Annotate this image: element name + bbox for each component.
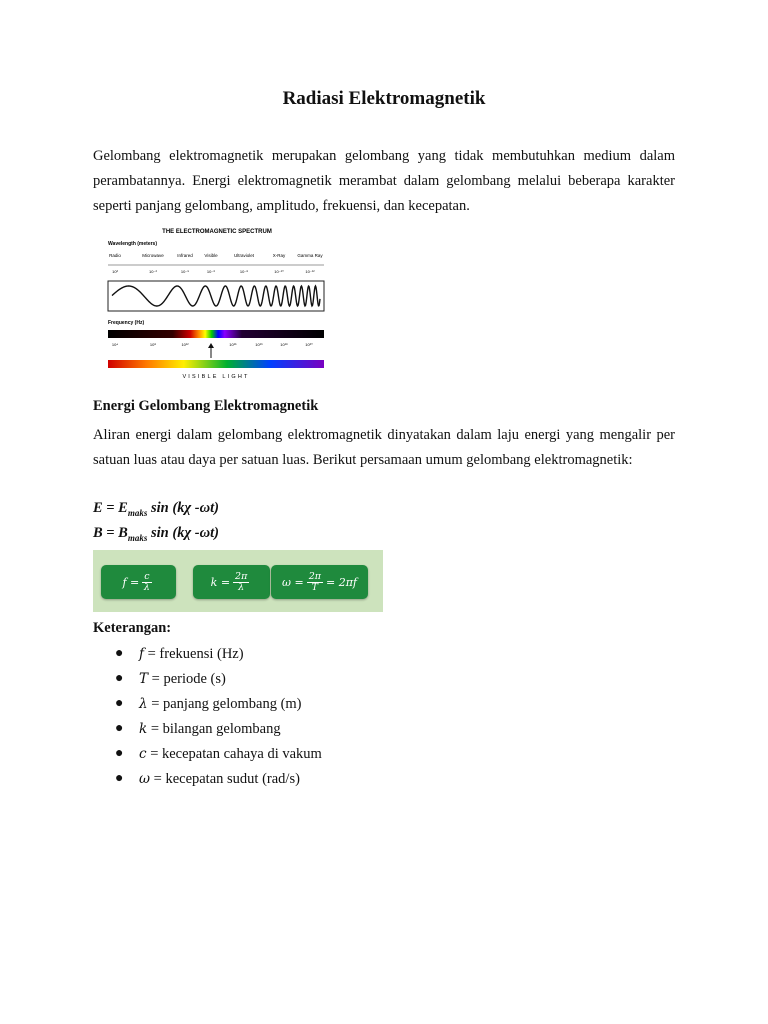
equation-b-lhs: B = B <box>93 525 128 541</box>
list-item <box>93 718 493 743</box>
numerator: 2π <box>308 570 321 582</box>
wavelength-tick: 10⁻¹⁰ <box>274 269 284 274</box>
symbol: T <box>139 671 149 687</box>
frequency-tick: 10⁴ <box>111 342 119 347</box>
equation-b-rhs: sin (kχ -ωt) <box>147 525 219 541</box>
bullet-icon: ● <box>115 771 124 786</box>
formula-rhs: = 2πf <box>325 575 357 589</box>
frequency-tick: 10¹⁵ <box>229 342 237 347</box>
symbol: k <box>139 721 148 737</box>
frequency-tick: 10⁸ <box>149 342 157 347</box>
wavelength-tick: 10⁻⁸ <box>239 269 249 274</box>
intro-paragraph: Gelombang elektromagnetik merupakan gelombang yang tidak membutuhkan medium dalam perambatannya. Energi elektromagnetik merambat dalam gelombang melalui beberapa karakter seperti panjang gelombang, amplitudo, frekuensi, dan kecepatan. <box>93 148 675 214</box>
formula-wavenumber <box>193 565 270 599</box>
description: = kecepatan cahaya di vakum <box>146 746 322 762</box>
equation-b-sub: maks <box>127 532 148 543</box>
symbol: c <box>139 746 147 762</box>
frequency-tick: 10²⁰ <box>305 342 313 347</box>
equation-e <box>93 500 219 518</box>
description: = bilangan gelombang <box>147 721 281 737</box>
list-item <box>93 668 493 693</box>
description: = periode (s) <box>148 671 226 687</box>
keterangan-heading: Keterangan: <box>93 620 172 636</box>
bullet-icon: ● <box>115 646 124 661</box>
numerator: 2π <box>235 570 248 582</box>
wavelength-tick: 10⁻⁶ <box>206 269 216 274</box>
energy-heading: Energi Gelombang Elektromagnetik <box>93 398 319 414</box>
bullet-icon: ● <box>115 696 124 711</box>
formula-lhs: ω = <box>282 575 304 589</box>
symbol: λ <box>139 696 148 712</box>
band-label: Microwave <box>142 253 164 258</box>
bullet-icon: ● <box>115 671 124 686</box>
equation-e-lhs: E = E <box>93 500 128 516</box>
visible-light-bar <box>108 360 324 368</box>
page-title: Radiasi Elektromagnetik <box>282 88 486 109</box>
symbol: f <box>139 646 144 662</box>
formula-panel <box>93 550 383 612</box>
equation-e-rhs: sin (kχ -ωt) <box>147 500 219 516</box>
formula-angular-velocity <box>271 565 368 599</box>
bullet-icon: ● <box>115 746 124 761</box>
keterangan-list <box>93 643 493 793</box>
em-spectrum-figure <box>106 224 328 384</box>
formula-lhs: k = <box>210 575 231 589</box>
band-label: Radio <box>109 253 121 258</box>
frequency-label: Frequency (Hz) <box>108 320 145 326</box>
equation-b <box>93 525 219 543</box>
list-item <box>93 743 493 768</box>
band-label: X-Ray <box>272 253 286 258</box>
formula-frequency <box>101 565 176 599</box>
formula-lhs: f = <box>122 575 140 589</box>
denominator: λ <box>143 581 150 593</box>
description: = panjang gelombang (m) <box>147 696 302 712</box>
fraction <box>307 572 323 593</box>
fraction <box>142 572 151 593</box>
wavelength-label: Wavelength (meters) <box>108 241 157 247</box>
visible-light-label: VISIBLE LIGHT <box>182 374 250 380</box>
band-label: Ultraviolet <box>233 253 255 258</box>
list-item <box>93 643 493 668</box>
description: = kecepatan sudut (rad/s) <box>150 771 300 787</box>
energy-paragraph: Aliran energi dalam gelombang elektromagnetik dinyatakan dalam laju energi yang mengalir per satuan luas atau daya per satuan luas. Berikut persamaan umum gelombang elektromagnetik: <box>93 427 675 468</box>
list-item <box>93 693 493 718</box>
wavelength-tick: 10⁻¹² <box>305 269 315 274</box>
list-item <box>93 768 493 793</box>
wavelength-tick: 10⁻⁵ <box>180 269 190 274</box>
frequency-bar <box>108 330 324 338</box>
numerator: c <box>144 570 150 582</box>
frequency-tick: 10¹² <box>181 342 189 347</box>
frequency-tick: 10¹⁶ <box>255 342 263 347</box>
description: = frekuensi (Hz) <box>144 646 244 662</box>
band-label: Gamma Ray <box>297 253 323 258</box>
denominator: T <box>311 581 318 593</box>
denominator: λ <box>238 581 245 593</box>
band-label: Visible <box>204 253 218 258</box>
equation-e-sub: maks <box>127 507 148 518</box>
band-label: Infrared <box>177 253 193 258</box>
spectrum-title: THE ELECTROMAGNETIC SPECTRUM <box>162 229 272 235</box>
arrow-head-icon <box>208 343 214 348</box>
frequency-tick: 10¹⁸ <box>280 342 288 347</box>
wavelength-tick: 10⁻² <box>149 269 157 274</box>
em-spectrum-diagram <box>106 224 328 384</box>
symbol: ω <box>139 771 151 787</box>
wavelength-tick: 10³ <box>112 269 118 274</box>
bullet-icon: ● <box>115 721 124 736</box>
fraction <box>233 572 249 593</box>
